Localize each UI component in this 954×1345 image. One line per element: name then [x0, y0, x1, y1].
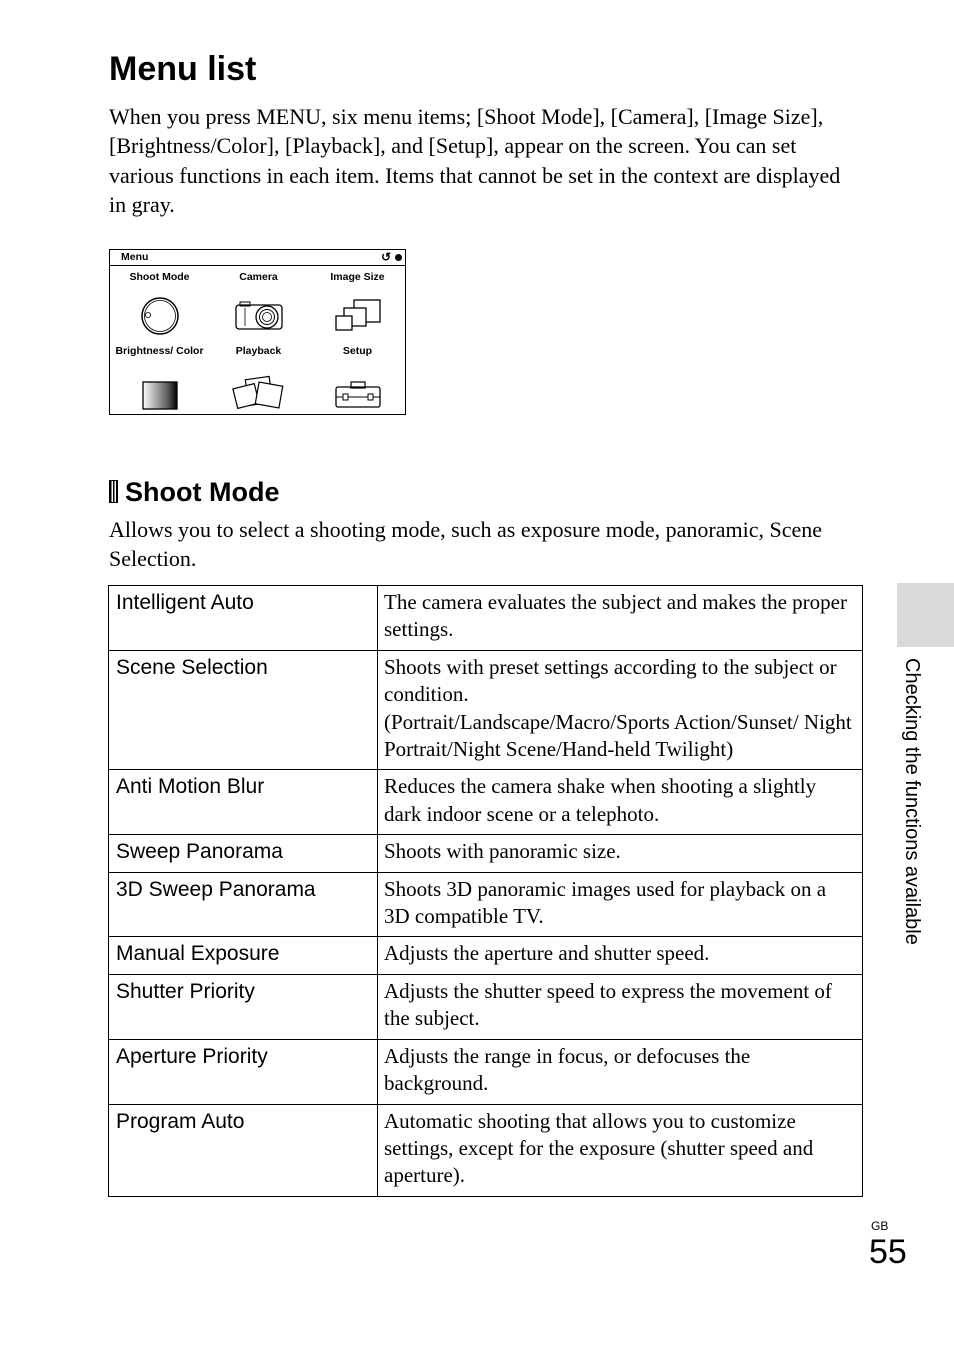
menu-item-brightness-color [110, 346, 209, 410]
intro-paragraph: When you press MENU, six menu items; [Shoot Mode], [Camera], [Image Size], [Brightness/Color], [Playback], and [Setup], appear on the screen. You can set various functions in each item. Items that cannot be set in the context are displayed in gray. [109, 104, 841, 217]
mode-description: Adjusts the shutter speed to express the movement of the subject. [378, 974, 863, 1039]
table-row [109, 586, 863, 651]
brightness-gradient-icon [140, 370, 180, 410]
photos-stack-icon [231, 370, 287, 410]
table-row [109, 770, 863, 835]
mode-description: Adjusts the aperture and shutter speed. [378, 937, 863, 974]
menu-item-label: Camera [239, 271, 278, 283]
language-code: GB [871, 1219, 889, 1233]
mode-description: The camera evaluates the subject and makes the proper settings. [378, 586, 863, 651]
table-row [109, 650, 863, 770]
image-size-icon [332, 296, 384, 336]
menu-item-shoot-mode [110, 272, 209, 336]
dial-icon [139, 296, 181, 336]
table-row [109, 835, 863, 872]
mode-name: Anti Motion Blur [109, 770, 378, 835]
menu-item-camera [209, 272, 308, 336]
menu-item-label: Setup [342, 345, 373, 357]
toolbox-icon [332, 370, 384, 410]
mode-name: Program Auto [109, 1104, 378, 1196]
menu-item-setup [308, 346, 407, 410]
section-title: Shoot Mode [125, 477, 280, 507]
section-description: Allows you to select a shooting mode, such as exposure mode, panoramic, Scene Selection. [109, 517, 823, 571]
mode-description: Reduces the camera shake when shooting a slightly dark indoor scene or a telephoto. [378, 770, 863, 835]
mode-description: Adjusts the range in focus, or defocuses the background. [378, 1039, 863, 1104]
mode-description: Shoots with preset settings according to the subject or condition. [384, 654, 837, 707]
table-row [109, 872, 863, 937]
mode-description-cell [378, 650, 863, 770]
table-row [109, 937, 863, 974]
menu-screen-illustration [109, 249, 406, 415]
table-row [109, 1039, 863, 1104]
back-icon: ↺ [380, 250, 391, 264]
menu-item-label: Shoot Mode [129, 271, 190, 283]
menu-item-image-size [308, 272, 407, 336]
menu-bar [110, 250, 405, 266]
mode-name: 3D Sweep Panorama [109, 872, 378, 937]
mode-name: Intelligent Auto [109, 586, 378, 651]
mode-name: Scene Selection [109, 650, 378, 770]
table-row [109, 1104, 863, 1196]
menu-item-playback [209, 346, 308, 410]
mode-name: Shutter Priority [109, 974, 378, 1039]
chapter-title: Checking the functions available [901, 658, 923, 945]
mode-description-scenes: (Portrait/Landscape/Macro/Sports Action/Sunset/ Night Portrait/Night Scene/Hand-held Twilight) [384, 709, 852, 762]
mode-name: Manual Exposure [109, 937, 378, 974]
mode-description: Automatic shooting that allows you to customize settings, except for the exposure (shutter speed and aperture). [378, 1104, 863, 1196]
dot-icon [395, 254, 402, 261]
mode-description: Shoots with panoramic size. [378, 835, 863, 872]
menu-bar-title: Menu [121, 251, 149, 263]
section-marker-icon [109, 480, 118, 503]
mode-name: Sweep Panorama [109, 835, 378, 872]
menu-item-label: Playback [235, 345, 282, 357]
mode-name: Aperture Priority [109, 1039, 378, 1104]
page-title: Menu list [109, 50, 257, 88]
table-row [109, 974, 863, 1039]
mode-description: Shoots 3D panoramic images used for playback on a 3D compatible TV. [378, 872, 863, 937]
camera-icon [233, 296, 285, 336]
menu-item-label: Brightness/ Color [115, 345, 204, 357]
shoot-mode-table [108, 585, 863, 1197]
chapter-tab [897, 583, 954, 647]
page-number: 55 [869, 1233, 907, 1271]
section-heading [109, 474, 279, 510]
menu-item-label: Image Size [330, 271, 385, 283]
